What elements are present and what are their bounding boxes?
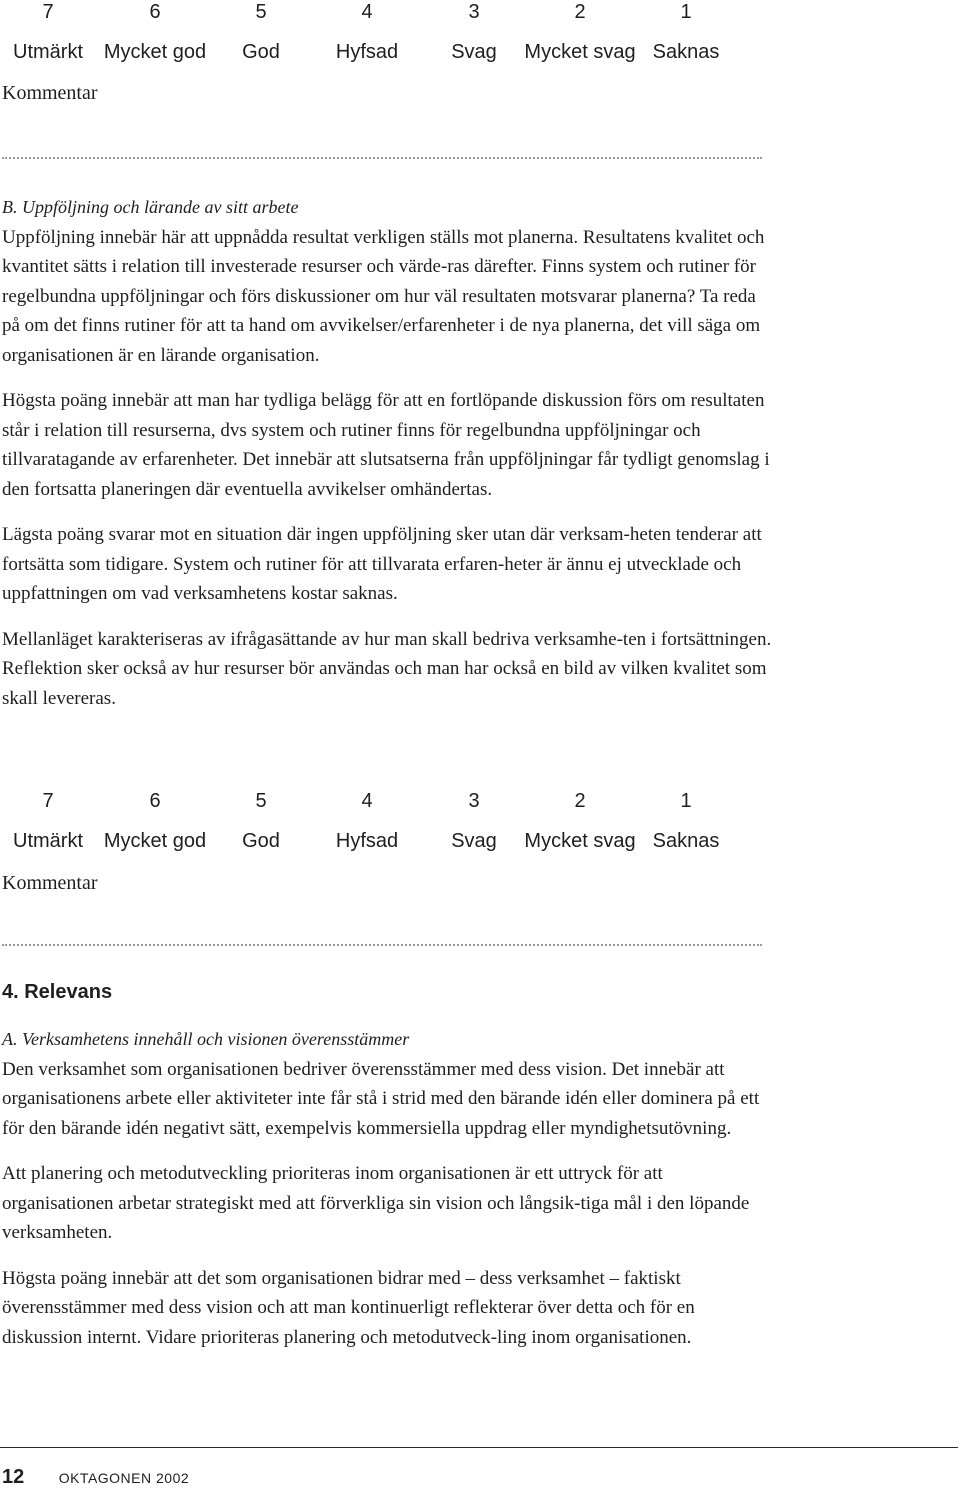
paragraph: Lägsta poäng svarar mot en situation där ingen uppföljning sker utan där verksam-heten tenderar att fortsätta som tidigare. System och rutiner för att tillvarata erfaren-heter är ännu ej utvecklade och uppfattningen om vad verksamhetens kostar saknas.	[2, 524, 762, 604]
page-number: 12	[2, 1466, 25, 1488]
scale-number: 3	[468, 790, 480, 812]
section-title: 4. Relevans	[2, 981, 113, 1003]
scale-number: 1	[680, 1, 692, 23]
scale-label: Hyfsad	[335, 830, 399, 852]
comment-label: Kommentar	[2, 872, 98, 894]
scale-label: Mycket god	[103, 830, 207, 852]
paragraph: Mellanläget karakteriseras av ifrågasättande av hur man skall bedriva verksamhe-ten i fortsättningen. Reflektion sker också av hur resurser bör användas och man har också en bild av vilken kvalitet som skall levereras.	[2, 628, 772, 709]
scale-number: 1	[680, 790, 692, 812]
rating-scale-numbers	[0, 1, 760, 31]
rating-scale-labels	[0, 830, 760, 860]
scale-label: Hyfsad	[335, 41, 399, 63]
scale-number: 6	[149, 790, 161, 812]
scale-number: 6	[149, 1, 161, 23]
comment-line	[2, 157, 762, 159]
paragraph: Uppföljning innebär här att uppnådda resultat verkligen ställs mot planerna. Resultatens kvalitet och kvantitet sätts i relation till investerade resurser och värde-ras därefter. Finns system och rutiner för regelbundna uppföljningar och förs diskussioner om hur väl resultaten motsvarar planerna? Ta reda på om det finns rutiner för att ta hand om avvikelser/erfarenheter i de nya planerna, det vill säga om organisationen är en lärande organisation.	[2, 226, 765, 366]
scale-label: Mycket svag	[524, 830, 636, 852]
scale-number: 5	[255, 790, 267, 812]
scale-label: God	[242, 41, 280, 63]
scale-number: 7	[42, 1, 54, 23]
scale-label: Utmärkt	[13, 830, 83, 852]
scale-label: Saknas	[652, 830, 720, 852]
rating-scale-labels	[0, 41, 760, 71]
rating-scale-numbers	[0, 790, 760, 820]
scale-label: Utmärkt	[13, 41, 83, 63]
scale-number: 4	[361, 790, 373, 812]
scale-label: Saknas	[652, 41, 720, 63]
section-b-heading: B. Uppföljning och lärande av sitt arbete	[2, 197, 299, 217]
section-4a	[2, 1025, 772, 1352]
comment-line	[2, 944, 762, 946]
scale-number: 2	[574, 790, 586, 812]
scale-label: God	[242, 830, 280, 852]
scale-number: 2	[574, 1, 586, 23]
scale-number: 4	[361, 1, 373, 23]
comment-label: Kommentar	[2, 82, 98, 104]
scale-label: Svag	[451, 830, 497, 852]
paragraph: Högsta poäng innebär att det som organisationen bidrar med – dess verksamhet – faktiskt överensstämmer med dess vision och att man kontinuerligt reflekterar över detta och för en diskussion internt. Vidare prioriteras planering och metodutveck-ling inom organisationen.	[2, 1267, 695, 1348]
section-4a-heading: A. Verksamhetens innehåll och visionen överensstämmer	[2, 1029, 410, 1049]
section-b	[2, 193, 772, 713]
scale-label: Svag	[451, 41, 497, 63]
footer-rule	[0, 1447, 958, 1448]
scale-number: 7	[42, 790, 54, 812]
paragraph: Att planering och metodutveckling prioriteras inom organisationen är ett uttryck för att organisationen arbetar strategiskt med att förverkliga sin vision och långsik-tiga mål i den löpande verksamheten.	[2, 1163, 750, 1243]
scale-label: Mycket svag	[524, 41, 636, 63]
scale-label: Mycket god	[103, 41, 207, 63]
publication-name: OKTAGONEN 2002	[58, 1470, 190, 1486]
paragraph: Den verksamhet som organisationen bedriver överensstämmer med dess vision. Det innebär att organisationens arbete eller aktiviteter inte får stå i strid med den bärande idén eller dominera på ett för den bärande idén negativt sätt, exempelvis kommersiella uppdrag eller myndighetsutövning.	[2, 1058, 760, 1139]
page-footer	[2, 1466, 189, 1489]
scale-number: 5	[255, 1, 267, 23]
paragraph: Högsta poäng innebär att man har tydliga belägg för att en fortlöpande diskussion förs om resultaten står i relation till resurserna, dvs system och rutiner finns för regelbundna uppföljningar och tillvaratagande av erfarenheter. Det innebär att slutsatserna från uppföljningar får tydligt genomslag i den fortsatta planeringen där eventuella avvikelser omhändertas.	[2, 390, 770, 500]
scale-number: 3	[468, 1, 480, 23]
